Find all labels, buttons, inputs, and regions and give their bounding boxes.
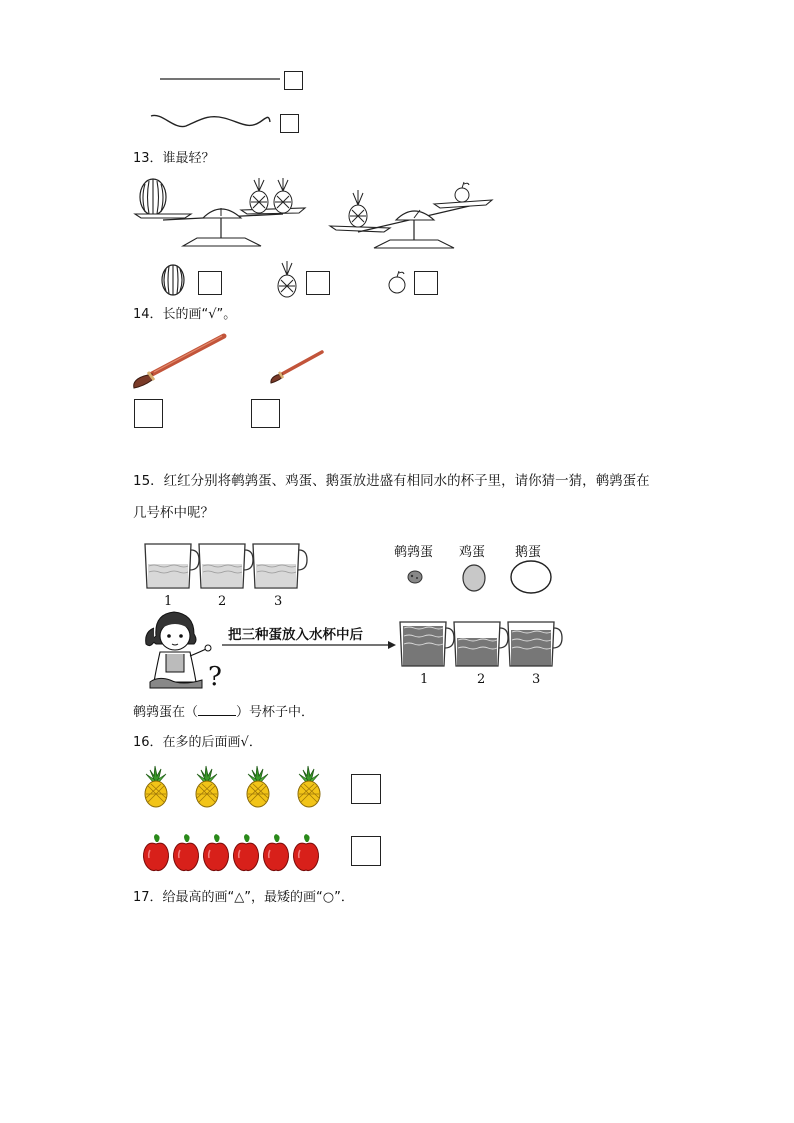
apple-icon: [386, 270, 408, 296]
answer-box-watermelon[interactable]: [198, 271, 222, 295]
goose-egg-icon: [508, 558, 554, 596]
arrow-caption: 把三种蛋放入水杯中后: [228, 627, 363, 643]
balance-scale-1: [133, 172, 313, 252]
answer-box-apples[interactable]: [351, 836, 381, 866]
pineapple-icon: [276, 260, 298, 298]
answer-box-apple[interactable]: [414, 271, 438, 295]
answer-box-straight[interactable]: [284, 71, 303, 90]
initial-cup-number-1: 1: [164, 594, 173, 609]
question-15-line1: 15．红红分别将鹌鹑蛋、鸡蛋、鹅蛋放进盛有相同水的杯子里，请你猜一猜，鹌鹑蛋在: [133, 473, 650, 489]
egg-label-quail: 鹌鹑蛋: [394, 545, 434, 560]
result-cup-number-2: 2: [477, 672, 486, 687]
girl-thinking-icon: [142, 608, 214, 692]
question-15-line2: 几号杯中呢？: [133, 505, 214, 521]
answer-suffix: ）号杯子中．: [236, 705, 315, 720]
arrow: [220, 640, 396, 650]
balance-scale-2: [328, 178, 496, 250]
initial-cup-number-3: 3: [274, 594, 283, 609]
question-15-answer: [133, 703, 314, 722]
answer-box-wavy[interactable]: [280, 114, 299, 133]
pineapple-row: [140, 766, 330, 810]
result-cups: [398, 620, 564, 670]
question-13-title: 13．谁最轻？: [133, 151, 215, 166]
question-14-title: 14．长的画“√”。: [133, 307, 237, 322]
answer-prefix: 鹌鹑蛋在（: [133, 705, 199, 720]
straight-line: [158, 76, 282, 82]
answer-box-long-brush[interactable]: [134, 399, 163, 428]
egg-label-goose: 鹅蛋: [515, 545, 542, 560]
egg-label-chicken: 鸡蛋: [459, 545, 486, 560]
initial-cups: [143, 542, 311, 592]
apple-row: [140, 832, 330, 872]
result-cup-number-3: 3: [532, 672, 541, 687]
answer-box-pineapple[interactable]: [306, 271, 330, 295]
chicken-egg-icon: [460, 563, 488, 593]
watermelon-icon: [160, 263, 186, 297]
short-paintbrush-icon: [268, 348, 326, 384]
initial-cup-number-2: 2: [218, 594, 227, 609]
question-mark: ?: [208, 662, 222, 692]
answer-box-short-brush[interactable]: [251, 399, 280, 428]
long-paintbrush-icon: [130, 332, 228, 390]
answer-blank[interactable]: [198, 703, 236, 716]
result-cup-number-1: 1: [420, 672, 429, 687]
wavy-line: [148, 110, 274, 132]
question-17-title: 17．给最高的画“△”，最矮的画“○”．: [133, 890, 354, 905]
answer-box-pineapples[interactable]: [351, 774, 381, 804]
quail-egg-icon: [406, 568, 424, 586]
question-16-title: 16．在多的后面画√．: [133, 735, 262, 750]
